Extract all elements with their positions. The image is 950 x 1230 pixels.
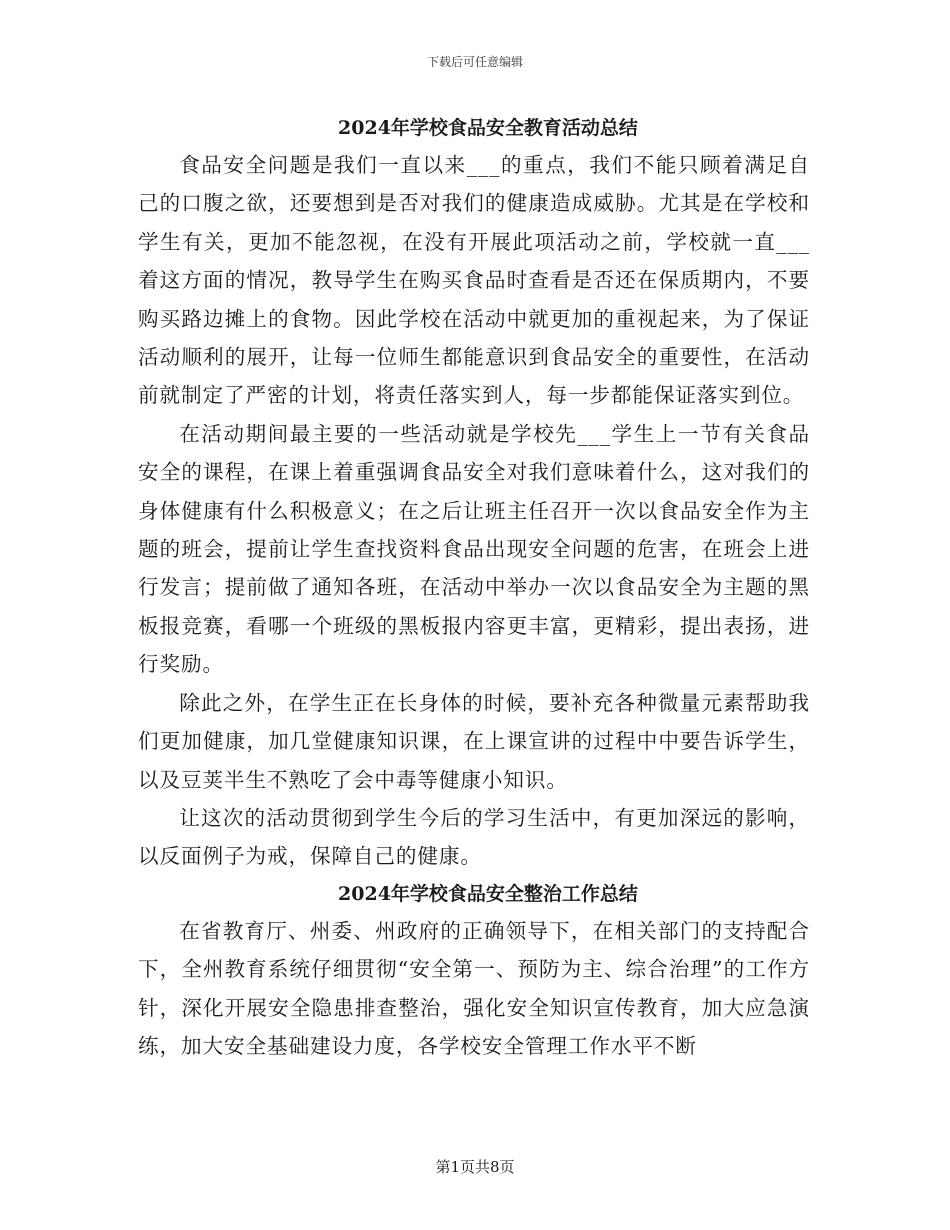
section2-paragraph: 在省教育厅、州委、州政府的正确领导下，在相关部门的支持配合下，全州教育系统仔细贯彻“安全第一、预防为主、综合治理”的工作方针，深化开展安全隐患排查整治，强化安全知识宣传教育，加大应急演练，加大安全基础建设力度，各学校安全管理工作水平不断	[138, 918, 810, 1058]
header-note: 下载后可任意编辑	[426, 55, 523, 69]
section1-paragraph: 在活动期间最主要的一些活动就是学校先___学生上一节有关食品安全的课程，在课上着重强调食品安全对我们意味着什么，这对我们的身体健康有什么积极意义；在之后让班主任召开一次以食品安全作为主题的班会，提前让学生查找资料食品出现安全问题的危害，在班会上进行发言；提前做了通知各班，在活动中举办一次以食品安全为主题的黑板报竞赛，看哪一个班级的黑板报内容更丰富，更精彩，提出表扬，进行奖励。	[138, 421, 810, 677]
section2-title: 2024年学校食品安全整治工作总结	[338, 882, 638, 905]
section1-paragraph: 除此之外，在学生正在长身体的时候，要补充各种微量元素帮助我们更加健康，加几堂健康知识课，在上课宣讲的过程中中要告诉学生，以及豆荚半生不熟吃了会中毒等健康小知识。	[138, 690, 810, 792]
page-footer: 第1页共8页	[435, 1158, 515, 1176]
section1-paragraph: 食品安全问题是我们一直以来___的重点，我们不能只顾着满足自己的口腹之欲，还要想到是否对我们的健康造成威胁。尤其是在学校和学生有关，更加不能忽视，在没有开展此项活动之前，学校就一直___着这方面的情况，教导学生在购买食品时查看是否还在保质期内，不要购买路边摊上的食物。因此学校在活动中就更加的重视起来，为了保证活动顺利的展开，让每一位师生都能意识到食品安全的重要性，在活动前就制定了严密的计划，将责任落实到人，每一步都能保证落实到位。	[138, 153, 810, 408]
document-body	[138, 110, 810, 1065]
section1-title: 2024年学校食品安全教育活动总结	[338, 117, 638, 139]
section1-paragraph: 让这次的活动贯彻到学生今后的学习生活中，有更加深远的影响，以反面例子为戒，保障自己的健康。	[138, 805, 810, 869]
